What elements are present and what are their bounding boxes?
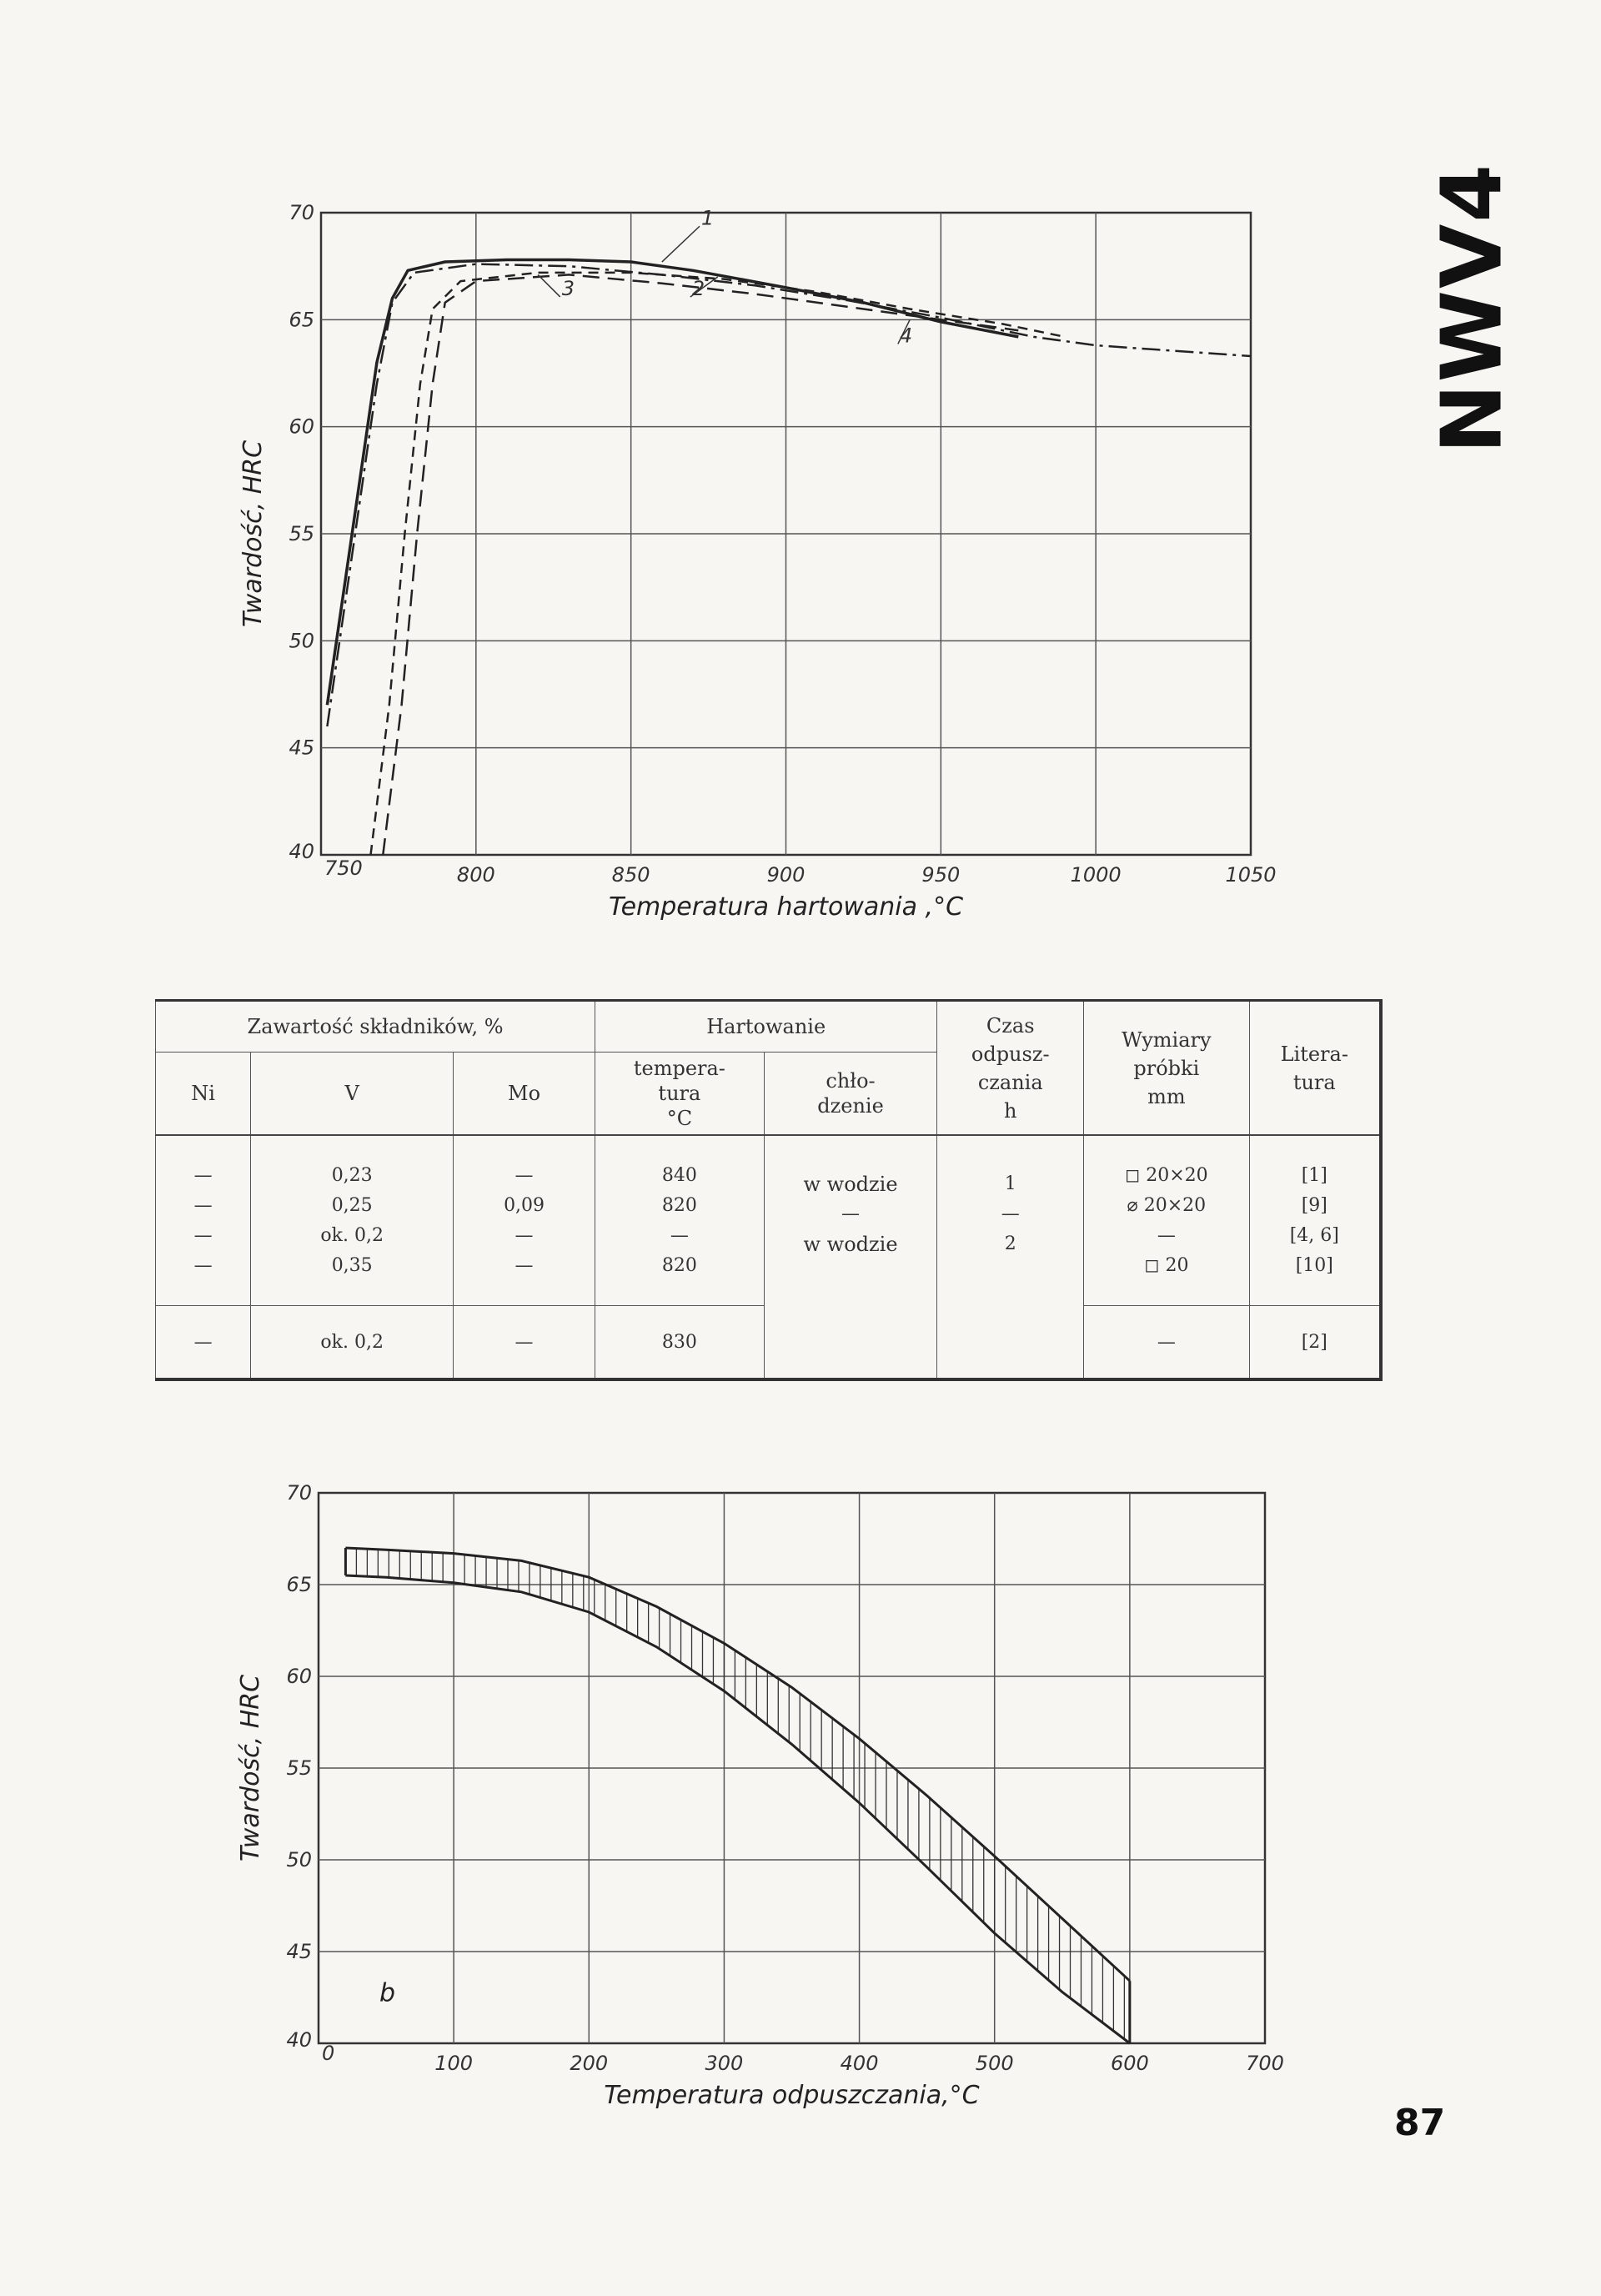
x-tick-label: 400 — [840, 2052, 879, 2075]
cell-mo-last: — — [454, 1306, 595, 1380]
y-tick-label: 50 — [289, 629, 314, 653]
header-temperatura: tempera- tura °C — [595, 1053, 765, 1136]
y-tick-label: 50 — [286, 1848, 312, 1871]
y-tick-label: 65 — [289, 308, 314, 332]
curve-label-leader — [662, 226, 700, 262]
cell-value: 0,35 — [331, 1254, 373, 1276]
x-tick-label: 1000 — [1070, 863, 1122, 887]
cell-value: — — [841, 1203, 861, 1224]
curve-label: 1 — [701, 206, 715, 230]
cell-value: — — [193, 1254, 213, 1276]
cell-value: 820 — [661, 1254, 697, 1276]
header-wymiary: Wymiary próbki mm — [1084, 1001, 1249, 1136]
y-axis-label: Twardość, HRC — [236, 1674, 265, 1862]
x-tick-label: 600 — [1110, 2052, 1149, 2075]
cell-wymiary-last: — — [1084, 1306, 1249, 1380]
cell-ni-last: — — [156, 1306, 251, 1380]
x-tick-label: 0 — [322, 2042, 335, 2065]
cell-chlodzenie — [764, 1135, 937, 1379]
cell-value: 2 — [1004, 1233, 1016, 1254]
y-tick-label: 40 — [289, 840, 314, 863]
cell-value: — — [514, 1164, 534, 1186]
cell-value: — — [1001, 1203, 1020, 1224]
header-chlodzenie: chło- dzenie — [764, 1053, 937, 1136]
curve-label: 3 — [561, 276, 575, 300]
cell-value: 1 — [1004, 1173, 1016, 1194]
x-tick-label: 900 — [766, 863, 806, 887]
cell-value: ◻ 20×20 — [1124, 1164, 1208, 1186]
cell-czas — [937, 1135, 1084, 1379]
band-lower-line — [345, 1575, 1130, 2043]
x-tick-label: 200 — [570, 2052, 609, 2075]
cell-value: ⌀ 20×20 — [1127, 1194, 1207, 1216]
series-line-1 — [327, 260, 1018, 706]
y-tick-label: 40 — [286, 2028, 312, 2052]
cell-v — [251, 1135, 454, 1306]
cell-value: 0,09 — [504, 1194, 545, 1216]
series-line-4 — [383, 274, 1018, 855]
curve-label: 4 — [899, 324, 913, 348]
cell-value: 0,23 — [331, 1164, 373, 1186]
y-tick-label: 65 — [286, 1573, 312, 1596]
x-tick-label: 500 — [975, 2052, 1014, 2075]
curve-label: 2 — [691, 276, 705, 300]
series-line-3 — [371, 273, 1066, 855]
x-tick-label: 800 — [456, 863, 495, 887]
y-tick-label: 45 — [289, 736, 314, 760]
cell-value: [10] — [1295, 1254, 1333, 1276]
cell-value: 820 — [661, 1194, 697, 1216]
cell-value: [1] — [1301, 1164, 1327, 1186]
header-ni: Ni — [156, 1053, 251, 1136]
cell-value: 0,25 — [331, 1194, 373, 1216]
cell-value: w wodzie — [803, 1173, 898, 1196]
cell-literatura-last: [2] — [1249, 1306, 1381, 1380]
cell-value: — — [193, 1194, 213, 1216]
cell-value: — — [193, 1224, 213, 1246]
y-tick-label: 70 — [289, 201, 314, 224]
cell-literatura — [1249, 1135, 1381, 1306]
cell-value: 840 — [661, 1164, 697, 1186]
header-hartowanie: Hartowanie — [595, 1001, 937, 1053]
x-tick-label: 100 — [434, 2052, 474, 2075]
header-czas: Czas odpusz- czania h — [937, 1001, 1084, 1136]
x-tick-label: 1050 — [1225, 863, 1277, 887]
x-axis-label: Temperatura odpuszczania,°C — [604, 2081, 980, 2110]
header-mo: Mo — [454, 1053, 595, 1136]
y-tick-label: 55 — [289, 522, 314, 545]
cell-value: ok. 0,2 — [320, 1224, 384, 1246]
chart-odpuszczanie — [0, 1418, 1601, 2135]
cell-temperatura-last: 830 — [595, 1306, 765, 1380]
x-tick-label: 850 — [611, 863, 650, 887]
cell-value: ◻ 20 — [1144, 1254, 1189, 1276]
cell-temperatura — [595, 1135, 765, 1306]
side-title: NWV4 — [1423, 163, 1521, 455]
y-axis-label: Twardość, HRC — [238, 440, 268, 628]
header-literatura: Litera- tura — [1249, 1001, 1381, 1136]
series-line-2 — [327, 264, 1251, 726]
y-tick-label: 70 — [286, 1481, 312, 1505]
y-tick-label: 45 — [286, 1940, 312, 1963]
x-tick-label: 300 — [705, 2052, 744, 2075]
x-tick-label: 950 — [921, 863, 961, 887]
header-v: V — [251, 1053, 454, 1136]
x-tick-label: 700 — [1246, 2052, 1284, 2075]
page-number: 87 — [1394, 2102, 1446, 2144]
x-axis-label: Temperatura hartowania ,°C — [608, 892, 964, 922]
cell-ni — [156, 1135, 251, 1306]
cell-value: — — [1157, 1224, 1176, 1246]
cell-value: — — [670, 1224, 689, 1246]
x-tick-label: 750 — [324, 857, 363, 880]
properties-table — [155, 999, 1383, 1381]
band-upper-line — [345, 1548, 1130, 1981]
y-tick-label: 60 — [289, 414, 314, 439]
y-tick-label: 55 — [286, 1756, 312, 1780]
cell-wymiary — [1084, 1135, 1249, 1306]
y-tick-label: 60 — [286, 1665, 312, 1688]
cell-mo — [454, 1135, 595, 1306]
cell-value: — — [514, 1254, 534, 1276]
composition-table — [155, 999, 1383, 1381]
curve-label-leader — [538, 274, 560, 297]
cell-value: — — [193, 1164, 213, 1186]
chart-hartowanie — [0, 0, 1601, 959]
cell-value: [9] — [1301, 1194, 1327, 1216]
cell-value: w wodzie — [803, 1233, 898, 1256]
cell-v-last: ok. 0,2 — [251, 1306, 454, 1380]
cell-value: — — [514, 1224, 534, 1246]
cell-value: [4, 6] — [1289, 1224, 1339, 1246]
panel-label: b — [379, 1978, 396, 2008]
header-skladniki: Zawartość składników, % — [156, 1001, 595, 1053]
